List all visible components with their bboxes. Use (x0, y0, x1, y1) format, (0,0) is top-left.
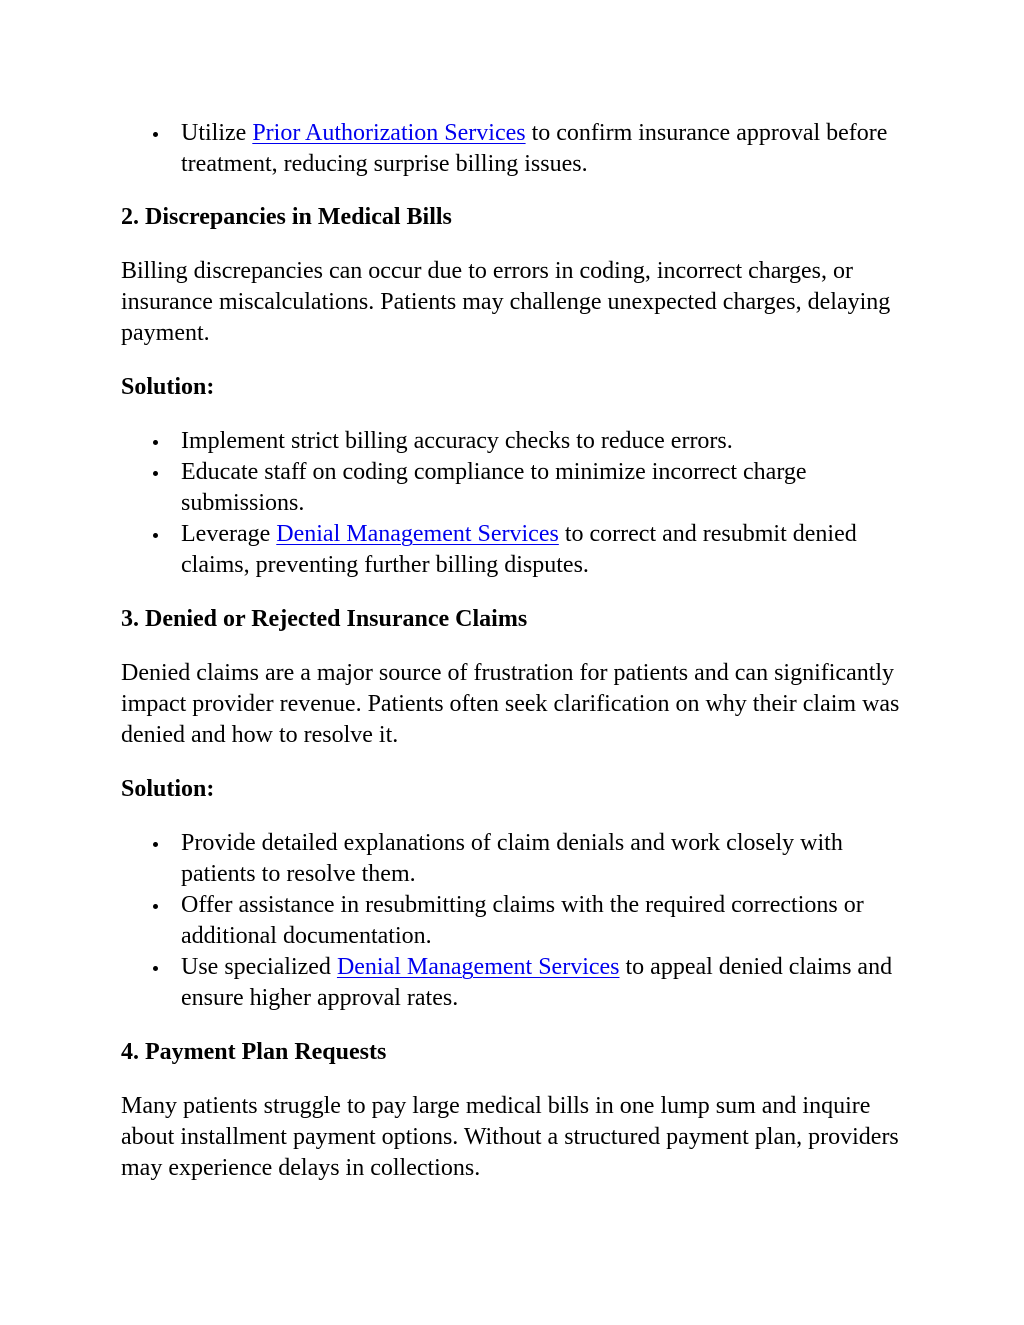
section-body-discrepancies: Billing discrepancies can occur due to errors in coding, incorrect charges, or insurance miscalculations. Patients may challenge unexpected charges, delaying payment. (121, 258, 891, 346)
list-item: Provide detailed explanations of claim denials and work closely with patients to resolve them. (121, 828, 911, 890)
denial-management-services-link[interactable]: Denial Management Services (276, 521, 559, 547)
denial-management-services-link[interactable]: Denial Management Services (336, 954, 620, 980)
top-bullet-list (121, 118, 911, 180)
list-item-text-before: Utilize (181, 120, 253, 146)
list-item (121, 118, 911, 180)
solution-list-discrepancies (121, 426, 911, 581)
document-page (121, 118, 911, 1184)
solution-label: Solution: (121, 776, 215, 802)
solution-list-denied-claims (121, 828, 911, 1014)
section-body-denied-claims: Denied claims are a major source of frustration for patients and can significantly impact provider revenue. Patients often seek clarification on why their claim was denied and how to resolve it. (121, 660, 900, 748)
section-heading-discrepancies: 2. Discrepancies in Medical Bills (121, 204, 452, 230)
list-item-text-before: Leverage (181, 521, 277, 547)
list-item: Educate staff on coding compliance to minimize incorrect charge submissions. (121, 457, 911, 519)
list-item (121, 952, 911, 1014)
prior-authorization-services-link[interactable]: Prior Authorization Services (252, 120, 526, 146)
list-item-text-after: to correct and resubmit denied claims, preventing further billing disputes. (181, 521, 857, 578)
list-item: Offer assistance in resubmitting claims with the required corrections or additional documentation. (121, 890, 911, 952)
list-item: Implement strict billing accuracy checks to reduce errors. (121, 426, 911, 457)
list-item (121, 519, 911, 581)
list-item-text-after: to confirm insurance approval before treatment, reducing surprise billing issues. (181, 120, 888, 177)
section-heading-payment-plan: 4. Payment Plan Requests (121, 1039, 387, 1065)
list-item-text-before: Use specialized (181, 954, 337, 980)
solution-label: Solution: (121, 374, 215, 400)
section-body-payment-plan: Many patients struggle to pay large medical bills in one lump sum and inquire about installment payment options. Without a structured payment plan, providers may experience delays in collections. (121, 1093, 899, 1181)
list-item-text-after: to appeal denied claims and ensure higher approval rates. (181, 954, 893, 1011)
section-heading-denied-claims: 3. Denied or Rejected Insurance Claims (121, 606, 528, 632)
